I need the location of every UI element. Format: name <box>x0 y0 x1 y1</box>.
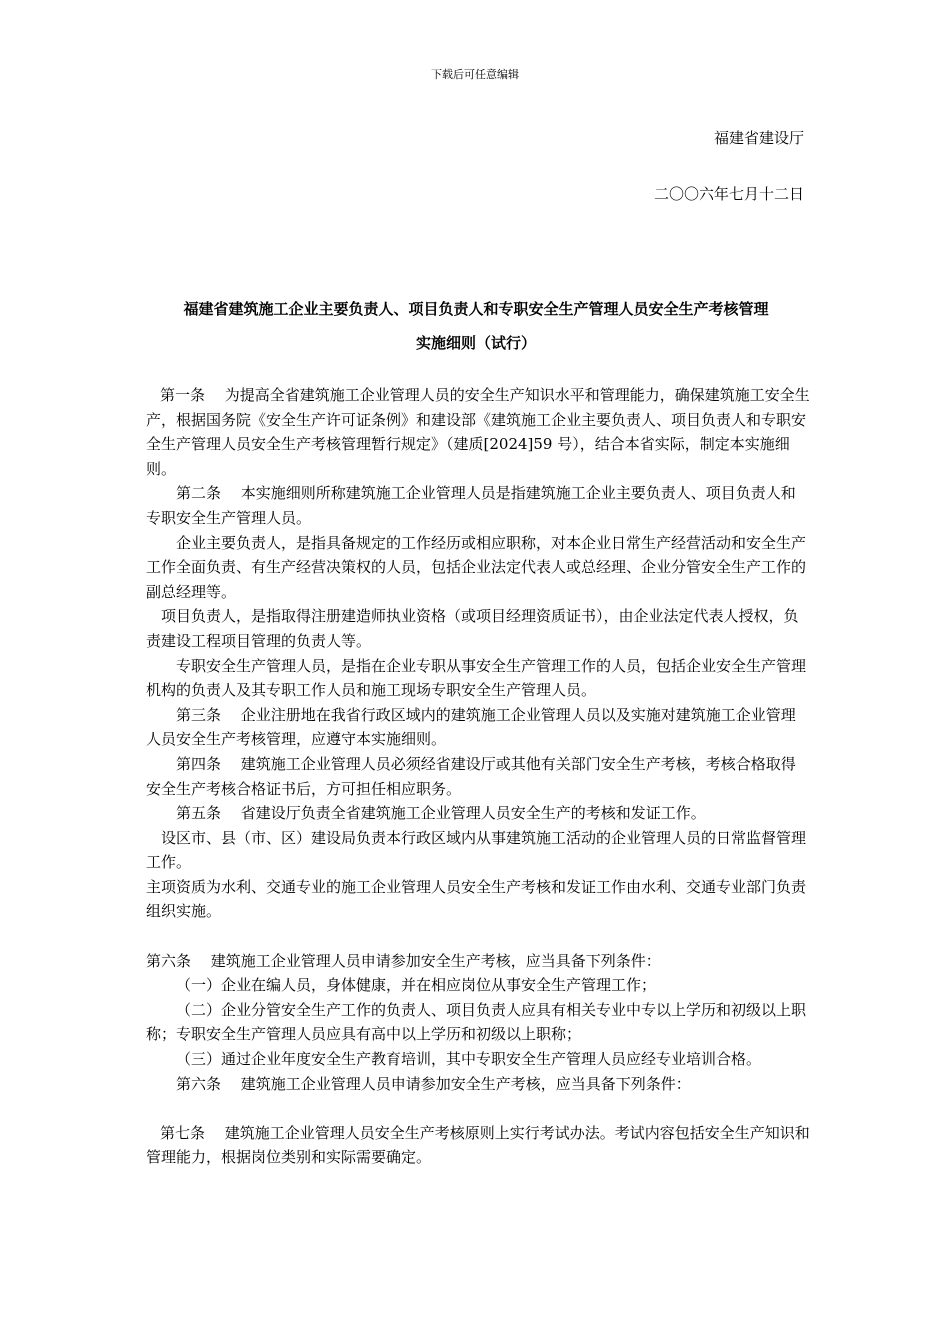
paragraph-spacer <box>146 924 810 949</box>
article-2: 第二条 本实施细则所称建筑施工企业管理人员是指建筑施工企业主要负责人、项目负责人和专职安全生产管理人员。 <box>146 484 796 527</box>
title-line-1: 福建省建筑施工企业主要负责人、项目负责人和专职安全生产管理人员安全生产考核管理 <box>183 300 769 318</box>
header-note: 下载后可任意编辑 <box>431 68 519 81</box>
definition-safety-staff: 专职安全生产管理人员，是指在企业专职从事安全生产管理工作的人员，包括企业安全生产管理机构的负责人及其专职工作人员和施工现场专职安全生产管理人员。 <box>146 656 807 700</box>
definition-project-lead: 项目负责人，是指取得注册建造师执业资格（或项目经理资质证书），由企业法定代表人授权，负责建设工程项目管理的负责人等。 <box>146 607 799 650</box>
document-body <box>146 383 810 1170</box>
article-5: 第五条 省建设厅负责全省建筑施工企业管理人员安全生产的考核和发证工作。 <box>176 804 706 823</box>
document-title <box>146 292 806 360</box>
article-6-repeat: 第六条 建筑施工企业管理人员申请参加安全生产考核，应当具备下列条件： <box>176 1074 691 1093</box>
definition-principal: 企业主要负责人，是指具备规定的工作经历或相应职称，对本企业日常生产经营活动和安全生产工作全面负责、有生产经营决策权的人员，包括企业法定代表人或总经理、企业分管安全生产工作的副总经理等。 <box>146 533 807 601</box>
article-3: 第三条 企业注册地在我省行政区域内的建筑施工企业管理人员以及实施对建筑施工企业管理人员安全生产考核管理，应遵守本实施细则。 <box>146 705 796 749</box>
title-line-2: 实施细则（试行） <box>415 334 536 352</box>
condition-1: （一）企业在编人员，身体健康，并在相应岗位从事安全生产管理工作； <box>176 976 657 995</box>
condition-3: （三）通过企业年度安全生产教育培训，其中专职安全生产管理人员应经专业培训合格。 <box>176 1050 762 1069</box>
paragraph-spacer <box>146 1096 810 1121</box>
article-6: 第六条 建筑施工企业管理人员申请参加安全生产考核，应当具备下列条件： <box>146 951 661 970</box>
article-5-local: 设区市、县（市、区）建设局负责本行政区域内从事建筑施工活动的企业管理人员的日常监督管理工作。 <box>146 828 807 872</box>
article-7: 第七条 建筑施工企业管理人员安全生产考核原则上实行考试办法。考试内容包括安全生产知识和管理能力，根据岗位类别和实际需要确定。 <box>146 1123 810 1167</box>
issuer-name: 福建省建设厅 <box>713 129 804 147</box>
condition-2: （二）企业分管安全生产工作的负责人、项目负责人应具有相关专业中专以上学历和初级以上职称；专职安全生产管理人员应具有高中以上学历和初级以上职称； <box>146 1000 807 1044</box>
issue-date: 二〇〇六年七月十二日 <box>653 185 804 203</box>
article-1: 第一条 为提高全省建筑施工企业管理人员的安全生产知识水平和管理能力，确保建筑施工安全生产，根据国务院《安全生产许可证条例》和建设部《建筑施工企业主要负责人、项目负责人和专职安全生产管理人员安全生产考核管理暂行规定》（建质[2024]59 号），结合本省实际，制定本实施细则。 <box>146 386 810 478</box>
article-4: 第四条 建筑施工企业管理人员必须经省建设厅或其他有关部门安全生产考核，考核合格取得安全生产考核合格证书后，方可担任相应职务。 <box>146 754 796 798</box>
article-5-special: 主项资质为水利、交通专业的施工企业管理人员安全生产考核和发证工作由水利、交通专业部门负责组织实施。 <box>146 877 807 921</box>
